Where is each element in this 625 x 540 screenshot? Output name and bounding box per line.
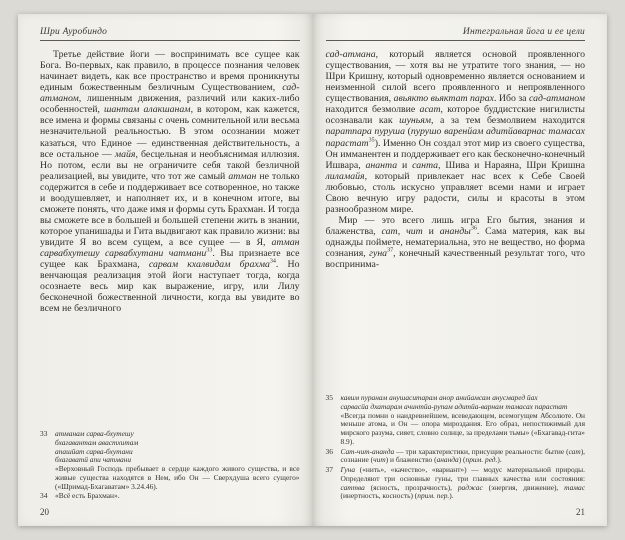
text-run: «Всегда помни о наидревнейшем, всеведающем, всемогущем Абсолюте. Он меньше атома, и Он — опора мироздания. Его образ, непостижимый для мирского разума, сияет, словно солнце, за пределами тьмы» («Бхагавад-гита» 8.9). (340, 410, 585, 446)
footnote (40, 492, 300, 501)
italic-term: сарвасйа дхатарам ачинтйа-рупам адитйа-варнам тамасах парастат (340, 401, 568, 411)
footnote-ref: 37 (387, 247, 394, 254)
italic-term: бхагавантам авастхитам (55, 437, 139, 447)
paragraph (326, 49, 586, 215)
italic-term: шантам алакшанам (103, 104, 191, 116)
italic-term: сарвам кхалвидам брахма (148, 259, 270, 271)
text-run: (энергия, движение), (482, 482, 565, 492)
footnote-text (55, 430, 300, 491)
book-spread (18, 14, 607, 526)
footnote-line (341, 466, 586, 501)
footnote-text (341, 394, 586, 446)
italic-term: прим. ред. (465, 455, 498, 465)
text-run: . Но венчающая реализация этой йоги наступает тогда, когда осознаете весь мир как выражение, игру, или Лилу бесконечной божественной личности, когда вы увидите во всем не безличного (40, 259, 300, 315)
italic-term: ананды (439, 226, 471, 237)
text-run: ) ( (458, 455, 466, 465)
footnote-text (341, 448, 586, 465)
italic-term: атман сарвабхутешу сарвабхутани чатмани (40, 237, 300, 260)
text-run: и (422, 226, 440, 237)
footnote-ref: 33 (206, 247, 213, 254)
text-run: ( (404, 126, 411, 138)
footnote-text (55, 492, 300, 501)
footnote-number: 36 (325, 446, 333, 456)
italic-term: лиламайя (325, 170, 365, 182)
italic-term: чит (373, 455, 386, 465)
italic-term: атман (228, 170, 257, 182)
footnotes-right (326, 388, 586, 502)
text-run: , в котором, как кажется, все имена и формы связаны с очень сомнительной или весьма незначительной реальностью. В этом осознании может казаться, что Единое — единственная действительность, а все остальное — (40, 104, 300, 160)
footnotes-left (40, 424, 300, 502)
italic-term: шуньям (399, 115, 432, 127)
text-run: . Ибо за (493, 93, 530, 105)
italic-term: атманам сарва-бхутешу (55, 429, 134, 439)
text-run: (инертность, косность) ( (340, 491, 418, 501)
footnote (326, 466, 586, 501)
footnote-ref: 35 (368, 137, 375, 144)
italic-term: сад-атманом (529, 93, 585, 105)
footnote-line (341, 448, 586, 465)
footnote-line (341, 412, 586, 447)
italic-term: пурушо варенйам адитйаварнас тамасах парастат (325, 126, 585, 149)
text-run: , которое буддистские нигилисты осознавали как (325, 104, 585, 127)
text-run: , конечный качественный результат того, что воспринима- (325, 248, 585, 271)
text-run: («нить», «качество», «вариант») — модус материальной природы. Определяют три основные гуны, три главных качества или состояния: (340, 465, 585, 483)
italic-term: апашйат сарва-бхутани (55, 446, 133, 456)
page-left (18, 14, 313, 526)
running-header-left: Шри Ауробиндо (40, 27, 300, 41)
text-run: не только содержится в себе и поддерживает все сотворенное, но также и воодушевляет, и наполняет их, и в конечном итоге, вы сможете понять, что даже имя и формы суть Брахман. И тогда вы сможете все в большей и большей степени жить в знании, которое упанишады и Гита выдвигают как правило жизни: вы увидите Я во всем сущем, а все сущее — в Я, (40, 170, 300, 249)
paragraph (40, 49, 300, 315)
text-run: (ясность, прозрачность), (364, 482, 458, 492)
italic-term: авьякто вьяктат парах (393, 93, 494, 105)
italic-term: гуна (369, 248, 388, 260)
page-number-left: 20 (40, 507, 49, 517)
footnote-number: 33 (40, 429, 48, 439)
text-run: , Шива и Нараяна, Шри Кришна (438, 159, 585, 171)
text-run: ). (497, 455, 502, 465)
text-run: , а за тем безмолвием находится (431, 115, 586, 127)
italic-term: сад-атмана (325, 49, 376, 60)
italic-term: бхагаватй апи чатмани (55, 455, 132, 465)
text-run: , лишенным движения, различий или каких-либо особенностей, (40, 93, 300, 116)
italic-term: тамас (564, 482, 585, 492)
text-run: ), сознание ( (340, 446, 585, 465)
text-run: . Вы признаете все сущее как Брахмана, (40, 248, 300, 271)
text-run: ). Именно Он создал этот мир из своего существа, Он имманентен и поддерживает его как бесконечно-конечный Ишвара, (325, 137, 585, 171)
page-right (313, 14, 608, 526)
text-run: «Верховный Господь пребывает в сердце каждого живого существа, и все живые существа находятся в Нем, ибо Он — Сверхдуша всего сущего» («Шримад-Бхагаватам» 3.24.46). (55, 464, 300, 491)
footnote-number: 34 (40, 491, 48, 501)
footnote-number: 37 (325, 465, 333, 475)
paragraph (326, 215, 586, 270)
text-run: Мир — это всего лишь игра Его бытия, знания и блаженства, (325, 214, 585, 237)
text-run: и (397, 159, 413, 171)
page-number-right: 21 (576, 507, 585, 517)
footnote-line (55, 492, 300, 501)
italic-term: Сат-чит-ананда (340, 446, 395, 456)
italic-term: ананта (365, 159, 398, 171)
footnote-number: 35 (325, 393, 333, 403)
italic-term: сат, чит (381, 226, 423, 237)
italic-term: прим. пер. (417, 491, 450, 501)
italic-term: Гуна (340, 465, 356, 475)
text-run: , который является основой проявленного существования, — хотя вы не утратите того знания, — но Шри Кришну, который одновременно является основанием и неизменной силой всего проявленного и непроявленного существования, (325, 49, 585, 105)
text-run: «Всё есть Брахман». (55, 491, 120, 501)
italic-term: асат (419, 104, 441, 116)
text-run: Третье действие йоги — воспринимать все сущее как Бога. Во-первых, как правило, в процессе познания человек начинает видеть, как все пространство и время проникнуты единым божественным безличным Существованием, (40, 49, 300, 94)
footnote-ref: 36 (470, 225, 477, 232)
footnote (326, 448, 586, 465)
footnote-line (55, 465, 300, 491)
footnote-ref: 34 (269, 258, 276, 265)
italic-term: саттва (340, 482, 365, 492)
text-run: , который привлекает нас всех к Себе Своей любовью, столь искусно управляет всеми нами и играет Свою вечную игру радости, силы и красоты в этом разнообразном мире. (325, 170, 585, 215)
italic-term: кавим пуранам анушаситарам анор анийамсам анусмаред йах (340, 393, 538, 403)
text-run: находится безмолвие (325, 104, 420, 116)
text-run: — три характеристики, присущие реальности: бытие ( (394, 446, 569, 456)
italic-term: санта (412, 159, 439, 171)
italic-term: раджас (457, 482, 483, 492)
italic-term: паратпара пуруша (325, 126, 405, 138)
running-header-right: Интегральная йога и ее цели (326, 27, 586, 41)
footnote-text (341, 466, 586, 501)
body-text-right (326, 49, 586, 270)
body-text-left (40, 49, 300, 315)
text-run: . Сама материя, как вы однажды поймете, нематериальна, это не вещество, но форма сознания, (325, 226, 585, 260)
italic-term: майя (114, 148, 136, 160)
text-run: ) и блаженство ( (385, 455, 437, 465)
text-run: , бесцельная и необъяснимая иллюзия. Но потом, если вы не ограничите себя такой безличной реализацией, вы увидите, что тот же самый (40, 148, 300, 182)
footnote (326, 394, 586, 446)
italic-term: ананда (436, 455, 459, 465)
text-run: ). (449, 491, 454, 501)
italic-term: сад-атманом (40, 82, 300, 105)
italic-term: сат (568, 446, 581, 456)
footnote (40, 430, 300, 491)
